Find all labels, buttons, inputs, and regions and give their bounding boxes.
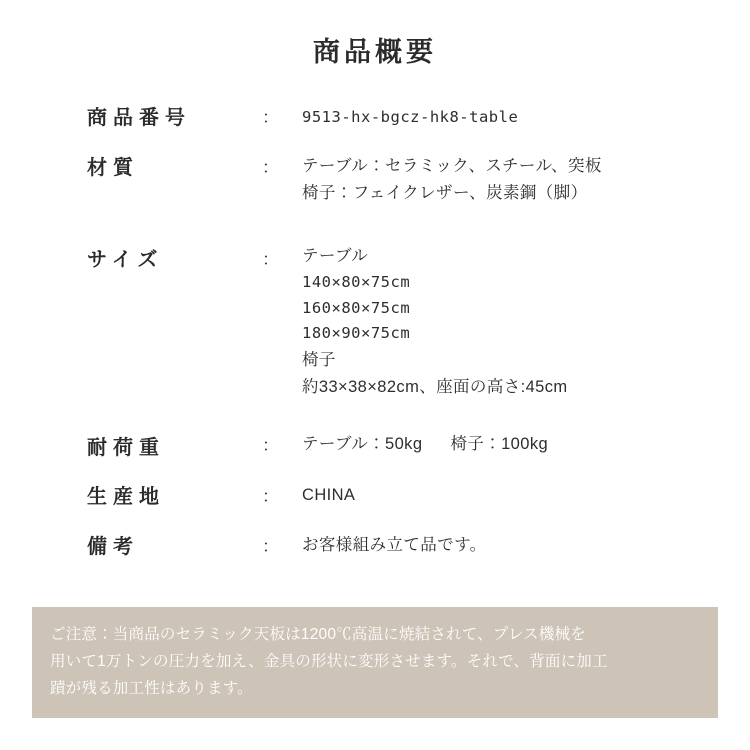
table-row [75, 141, 675, 217]
spec-value-line: 椅子：フェイクレザー、炭素鋼（脚） [302, 183, 588, 202]
spec-label-material: 材質 [87, 156, 139, 179]
spec-value-size [302, 217, 675, 411]
spec-value-line: テーブル [302, 247, 369, 265]
spec-value-table-load: テーブル：50kg [302, 435, 423, 454]
spec-colon: ： [262, 487, 279, 507]
notice-line: ご注意：当商品のセラミック天板は1200℃高温に焼結されて、プレス機械を [50, 625, 586, 643]
spec-colon: ： [262, 157, 279, 177]
spec-value-line: CHINA [302, 486, 356, 505]
spec-value-line [302, 431, 675, 458]
spec-value-origin [302, 470, 675, 519]
spec-value-chair-load: 椅子：100kg [450, 435, 549, 454]
spec-colon: ： [262, 108, 279, 127]
page-title: 商品概要 [313, 37, 437, 67]
notice-line: 蹟が残る加工性はあります。 [50, 679, 253, 697]
spec-value-line: お客様組み立て品です。 [302, 535, 487, 554]
spec-label-size: サイズ [87, 249, 164, 271]
spec-label-origin: 生産地 [87, 486, 165, 509]
table-row [75, 520, 675, 569]
table-row [75, 470, 675, 519]
spec-label-product-number: 商品番号 [87, 107, 191, 129]
spec-value-line: 180×90×75cm [302, 324, 411, 343]
spec-value-line: 約33×38×82cm、座面の高さ:45cm [302, 378, 568, 397]
spec-colon: ： [262, 536, 279, 556]
spec-value-load-capacity [302, 411, 675, 470]
spec-label-load-capacity: 耐荷重 [87, 437, 165, 460]
spec-label-remarks: 備考 [87, 535, 139, 558]
spec-colon: ： [262, 250, 279, 269]
spec-colon: ： [262, 436, 279, 456]
spec-value-line: 140×80×75cm [302, 273, 411, 292]
spec-value-line: 椅子 [302, 350, 336, 369]
spec-value-material [302, 141, 675, 217]
table-row [75, 217, 675, 411]
spec-value-line: テーブル：セラミック、スチール、突板 [302, 156, 602, 175]
notice-line: 用いて1万トンの圧力を加え、金具の形状に変形させます。それで、背面に加工 [50, 652, 608, 670]
table-row [75, 91, 675, 141]
specification-table [75, 91, 675, 569]
spec-value-line: 9513-hx-bgcz-hk8-table [302, 108, 519, 126]
spec-value-line: 160×80×75cm [302, 298, 411, 317]
notice-banner [32, 607, 718, 718]
spec-value-remarks [302, 520, 675, 569]
spec-value-product-number [302, 91, 675, 141]
table-row [75, 411, 675, 470]
